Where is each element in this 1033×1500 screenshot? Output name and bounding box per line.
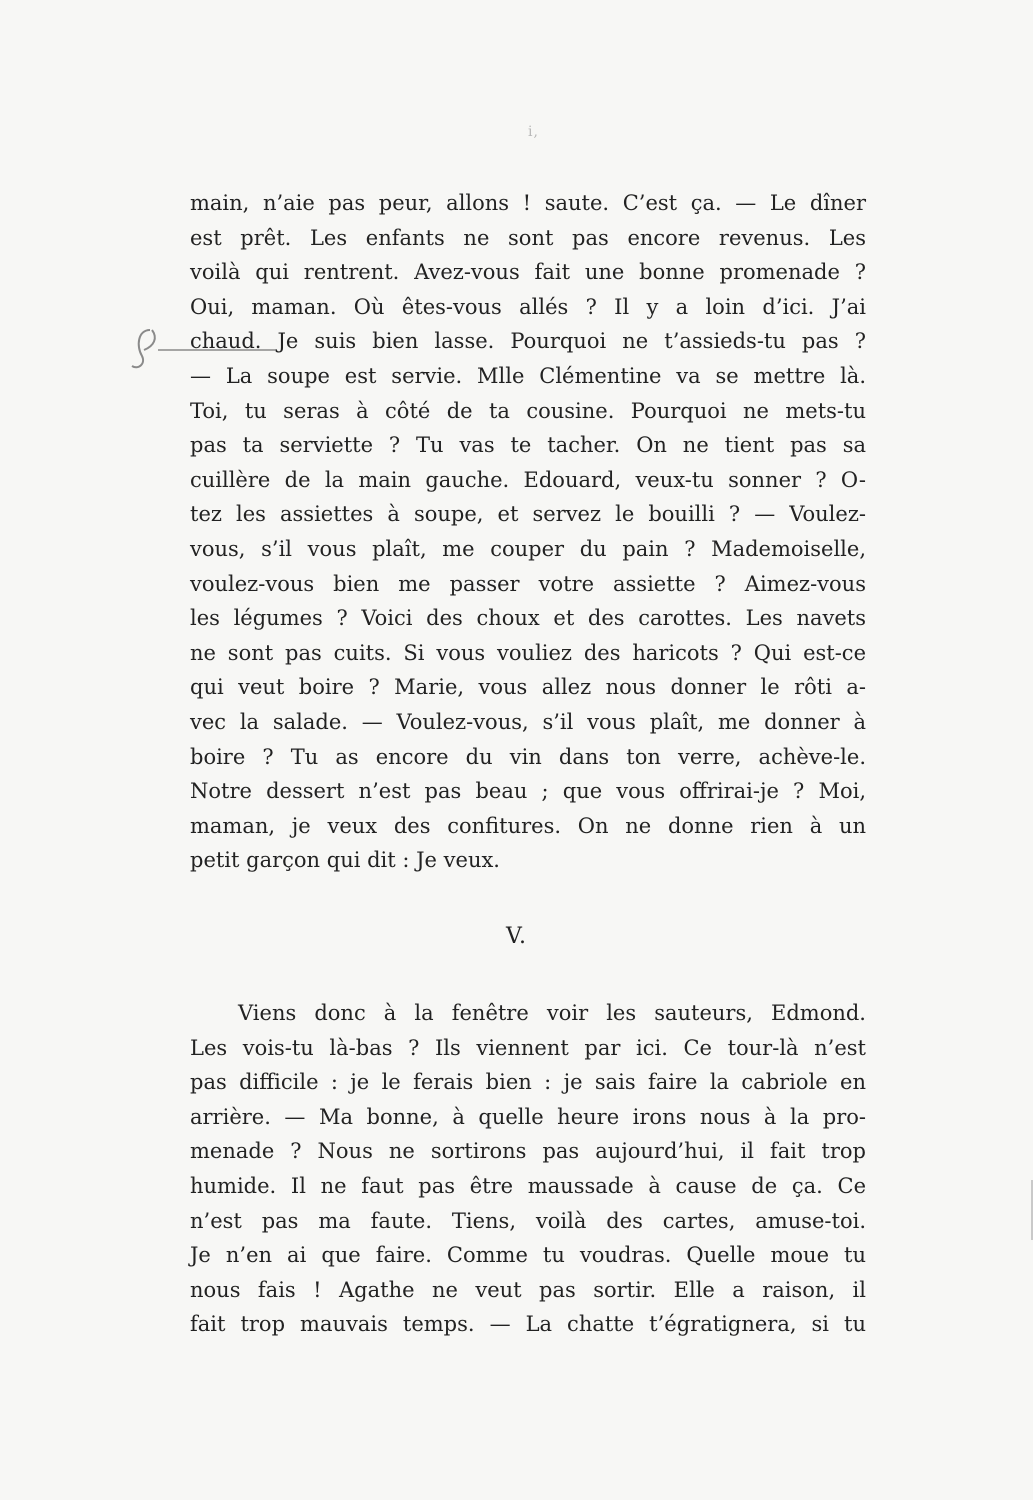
- text-line: pas ta serviette ? Tu vas te tacher. On ne tient pas sa: [190, 433, 866, 458]
- text-line: Oui, maman. Où êtes-vous allés ? Il y a loin d’ici. J’ai: [190, 294, 866, 319]
- text-line: cuillère de la main gauche. Edouard, veux-tu sonner ? O-: [190, 467, 866, 492]
- text-line: humide. Il ne faut pas être maussade à cause de ça. Ce: [190, 1173, 866, 1198]
- text-line: les légumes ? Voici des choux et des carottes. Les navets: [190, 606, 866, 631]
- text-line: chaud. Je suis bien lasse. Pourquoi ne t’assieds-tu pas ?: [190, 329, 866, 354]
- page-edge-mark: [1023, 1180, 1033, 1240]
- text-line: Notre dessert n’est pas beau ; que vous offrirai-je ? Moi,: [190, 779, 866, 804]
- text-line: Toi, tu seras à côté de ta cousine. Pourquoi ne mets-tu: [190, 398, 866, 423]
- text-line: — La soupe est servie. Mlle Clémentine va se mettre là.: [190, 363, 866, 388]
- text-line: fait trop mauvais temps. — La chatte t’égratignera, si tu: [190, 1312, 866, 1337]
- margin-mark-text: 8: [136, 346, 137, 347]
- section-heading: V.: [505, 924, 528, 949]
- text-line: tez les assiettes à soupe, et servez le bouilli ? — Voulez-: [190, 502, 866, 527]
- text-line: vec la salade. — Voulez-vous, s’il vous plaît, me donner à: [190, 709, 866, 734]
- text-line: ne sont pas cuits. Si vous vouliez des haricots ? Qui est-ce: [190, 640, 866, 665]
- text-line: voulez-vous bien me passer votre assiette ? Aimez-vous: [190, 571, 866, 596]
- text-line: main, n’aie pas peur, allons ! saute. C’est ça. — Le dîner: [190, 191, 866, 215]
- paragraph-dinner: [190, 186, 866, 878]
- text-line: nous fais ! Agathe ne veut pas sortir. Elle a raison, il: [190, 1277, 866, 1302]
- text-line: menade ? Nous ne sortirons pas aujourd’hui, il fait trop: [190, 1139, 866, 1164]
- folio-mark: i,: [528, 124, 539, 140]
- text-line: Les vois-tu là-bas ? Ils viennent par ici. Ce tour-là n’est: [190, 1035, 866, 1060]
- text-line: arrière. — Ma bonne, à quelle heure irons nous à la pro-: [190, 1104, 866, 1129]
- text-line: boire ? Tu as encore du vin dans ton verre, achève-le.: [190, 744, 866, 769]
- text-line: vous, s’il vous plaît, me couper du pain ? Mademoiselle,: [190, 536, 866, 561]
- text-line-last: petit garçon qui dit : Je veux.: [190, 848, 500, 873]
- text-line: Je n’en ai que faire. Comme tu voudras. Quelle moue tu: [190, 1243, 866, 1268]
- text-line: pas difficile : je le ferais bien : je sais faire la cabriole en: [190, 1070, 866, 1095]
- paragraph-jumpers: [190, 996, 866, 1342]
- text-line: est prêt. Les enfants ne sont pas encore revenus. Les: [190, 225, 866, 250]
- text-line: n’est pas ma faute. Tiens, voilà des cartes, amuse-toi.: [190, 1208, 866, 1233]
- text-line: voilà qui rentrent. Avez-vous fait une bonne promenade ?: [190, 260, 866, 285]
- text-line-indented: Viens donc à la fenêtre voir les sauteurs, Edmond.: [238, 1001, 866, 1025]
- text-line: maman, je veux des confitures. On ne donne rien à un: [190, 813, 866, 838]
- text-line: qui veut boire ? Marie, vous allez nous donner le rôti a-: [190, 675, 866, 700]
